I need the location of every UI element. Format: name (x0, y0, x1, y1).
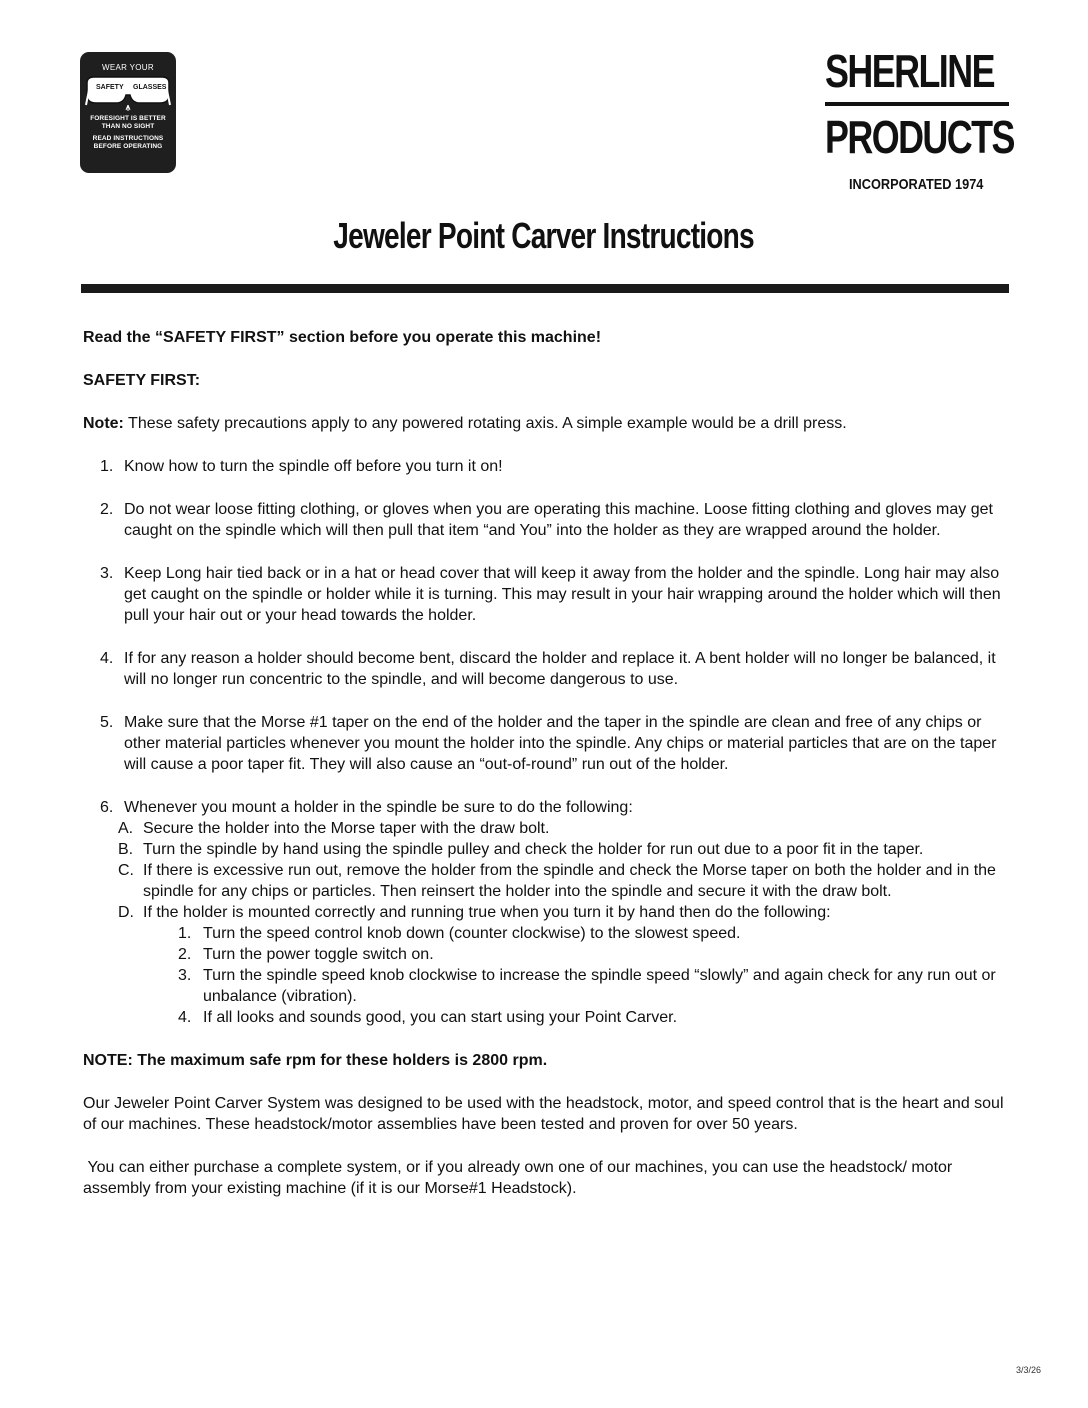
page-title: Jeweler Point Carver Instructions (333, 215, 755, 256)
sublist-item: A. Secure the holder into the Morse taper with the draw bolt. (118, 820, 550, 837)
badge-left-lens-text: SAFETY (96, 84, 124, 91)
sherline-logo (825, 45, 1014, 193)
sublist-item: D. If the holder is mounted correctly and running true when you turn it by hand then do the following: 1. Turn the speed control knob down (counter clockwise) to the slowest speed. 2. Turn the power toggle switch on. 3. Turn the spindle speed knob clockwise to increase the spindle speed “slowly” and again check for any run out or unbalance (vibration). 4. If all looks and sounds good, you can start using your Point Carver. (83, 902, 1011, 1028)
badge-line-4: BEFORE OPERATING (93, 143, 163, 150)
badge-line-2: THAN NO SIGHT (101, 123, 155, 130)
footer-date: 3/3/26 (1015, 1365, 1041, 1375)
safety-glasses-badge (80, 52, 176, 173)
logo-rule (825, 102, 1009, 106)
note-label: Note: (83, 415, 124, 432)
mounting-sublist (83, 818, 1011, 1028)
sublist-item: C. If there is excessive run out, remove the holder from the spindle and check the Morse taper on both the holder and in the spindle for any chips or particles. Then reinsert the holder into the spindle and secure it with the draw bolt. (118, 862, 996, 900)
startup-steps (143, 923, 1011, 1028)
badge-top-text: WEAR YOUR (102, 63, 154, 72)
list-item: 4. If for any reason a holder should become bent, discard the holder and replace it. A bent holder will no longer be balanced, it will no longer run concentric to the spindle, and will become dangerous to use. (100, 650, 996, 688)
logo-tagline: INCORPORATED 1974 (849, 176, 984, 193)
note-paragraph (83, 413, 1011, 434)
list-item: 5. Make sure that the Morse #1 taper on the end of the holder and the taper in the spindle are clean and free of any chips or other material particles whenever you mount the holder into the spindle. Any chips or material particles that are on the taper will cause a poor taper fit. They will also cause an “out-of-round” run out of the holder. (100, 714, 997, 773)
document-body (83, 327, 1011, 1221)
badge-line-3: READ INSTRUCTIONS (92, 135, 164, 142)
safety-list (83, 456, 1011, 1028)
list-item: 6. Whenever you mount a holder in the spindle be sure to do the following: A. Secure the holder into the Morse taper with the draw bolt. B. Turn the spindle by hand using the spindle pulley and check the holder for run out due to a poor fit in the taper. C. If there is excessive run out, remove the holder from the spindle and check the Morse taper on both the holder and in the spindle for any chips or particles. Then reinsert the holder into the spindle and secure it with the draw bolt. D. If the holder is mounted correctly and running true when you turn it by hand then do the following: 1. Turn the speed control knob down (counter clockwise) to the slowest speed. 2. Turn the power toggle switch on. 3. Turn the spindle speed knob clockwise to increase the spindle speed “slowly” and again check for any run out or unbalance (vibration). 4. If all looks and sounds good, you can start using your Point Carver. (83, 797, 1011, 1028)
max-rpm-note: NOTE: The maximum safe rpm for these holders is 2800 rpm. (83, 1052, 548, 1069)
step-item: 3. Turn the spindle speed knob clockwise to increase the spindle speed “slowly” and again check for any run out or unbalance (vibration). (178, 967, 996, 1005)
logo-line-2: PRODUCTS (825, 111, 1014, 163)
title-divider (81, 284, 1009, 293)
list-item: 3. Keep Long hair tied back or in a hat or head cover that will keep it away from the holder and the spindle. Long hair may also get caught on the spindle or holder while it is turning. This may result in your hair wrapping around the holder which will then pull your hair out or your head towards the holder. (100, 565, 1001, 624)
system-paragraph: Our Jeweler Point Carver System was designed to be used with the headstock, motor, and speed control that is the heart and soul of our machines. These headstock/motor assemblies have been tested and proven for over 50 years. (83, 1095, 1004, 1133)
list-item: 2. Do not wear loose fitting clothing, or gloves when you are operating this machine. Loose fitting clothing and gloves may get caught on the spindle which will then pull that item “and You” into the holder as they are wrapped around the holder. (100, 501, 993, 539)
safety-heading: SAFETY FIRST: (83, 372, 201, 389)
step-item: 4. If all looks and sounds good, you can start using your Point Carver. (178, 1009, 678, 1026)
sublist-item: B. Turn the spindle by hand using the spindle pulley and check the holder for run out due to a poor fit in the taper. (118, 841, 924, 858)
step-item: 1. Turn the speed control knob down (counter clockwise) to the slowest speed. (178, 925, 741, 942)
note-text: These safety precautions apply to any powered rotating axis. A simple example would be a drill press. (123, 415, 847, 432)
logo-line-1: SHERLINE (825, 45, 994, 97)
badge-line-1: FORESIGHT IS BETTER (90, 115, 166, 122)
goggles-icon (84, 75, 172, 115)
headstock-paragraph: You can either purchase a complete system, or if you already own one of our machines, you can use the headstock/ motor assembly from your existing machine (if it is our Morse#1 Headstock). (83, 1159, 957, 1197)
step-item: 2. Turn the power toggle switch on. (178, 946, 434, 963)
intro-warning: Read the “SAFETY FIRST” section before you operate this machine! (83, 329, 602, 346)
badge-right-lens-text: GLASSES (133, 84, 167, 91)
list-item: 1. Know how to turn the spindle off before you turn it on! (100, 458, 503, 475)
